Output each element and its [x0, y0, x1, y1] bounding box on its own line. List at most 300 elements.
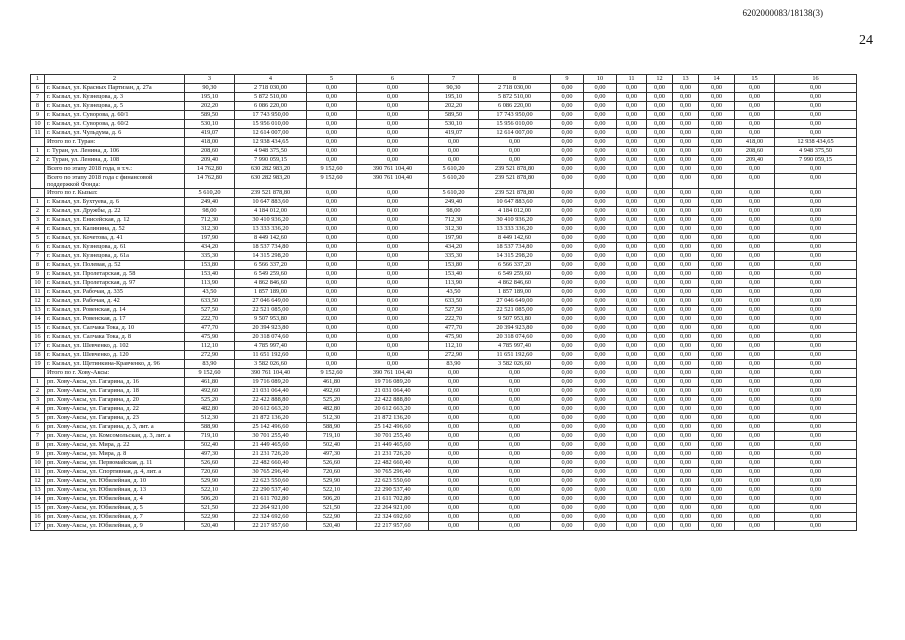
value-cell: 0,00	[735, 396, 775, 405]
value-cell: 0,00	[673, 198, 699, 207]
value-cell: 0,00	[551, 477, 584, 486]
value-cell: 720,60	[307, 468, 357, 477]
column-number: 11	[617, 75, 647, 84]
row-number: 14	[31, 495, 45, 504]
value-cell: 633,50	[429, 297, 479, 306]
value-cell: 0,00	[617, 111, 647, 120]
value-cell: 0,00	[775, 360, 857, 369]
value-cell: 630 282 983,20	[235, 165, 307, 174]
value-cell: 22 264 921,00	[235, 504, 307, 513]
value-cell: 21 449 465,60	[357, 441, 429, 450]
value-cell: 13 333 336,20	[479, 225, 551, 234]
value-cell: 0,00	[584, 198, 617, 207]
value-cell: 0,00	[584, 216, 617, 225]
address-cell: г. Кызыл, ул. Полевая, д. 52	[45, 261, 185, 270]
address-cell: рп. Хову-Аксы, ул. Спортивная, д. 4, лит. а	[45, 468, 185, 477]
value-cell: 0,00	[617, 378, 647, 387]
table-row	[31, 138, 857, 147]
value-cell: 0,00	[775, 102, 857, 111]
value-cell: 0,00	[735, 198, 775, 207]
row-number: 9	[31, 450, 45, 459]
value-cell: 0,00	[551, 522, 584, 531]
value-cell: 0,00	[429, 414, 479, 423]
row-number: 2	[31, 387, 45, 396]
value-cell: 4 785 997,40	[479, 342, 551, 351]
row-number: 8	[31, 102, 45, 111]
row-number: 17	[31, 522, 45, 531]
value-cell: 0,00	[584, 174, 617, 189]
value-cell: 0,00	[307, 306, 357, 315]
value-cell: 0,00	[673, 111, 699, 120]
value-cell: 0,00	[647, 120, 673, 129]
row-number: 12	[31, 477, 45, 486]
value-cell: 0,00	[551, 225, 584, 234]
value-cell: 0,00	[735, 369, 775, 378]
table-row	[31, 111, 857, 120]
value-cell: 0,00	[551, 297, 584, 306]
value-cell: 502,40	[185, 441, 235, 450]
value-cell: 0,00	[735, 342, 775, 351]
address-cell: г. Туран, ул. Ленина, д. 106	[45, 147, 185, 156]
value-cell: 0,00	[617, 207, 647, 216]
value-cell: 0,00	[647, 405, 673, 414]
value-cell: 720,60	[185, 468, 235, 477]
value-cell: 0,00	[617, 102, 647, 111]
document-id: 6202000083/18138(3)	[742, 8, 823, 18]
value-cell: 0,00	[307, 360, 357, 369]
value-cell: 0,00	[357, 324, 429, 333]
value-cell: 0,00	[775, 387, 857, 396]
value-cell: 0,00	[735, 495, 775, 504]
value-cell: 0,00	[735, 432, 775, 441]
table-row	[31, 225, 857, 234]
table-row	[31, 84, 857, 93]
address-cell: рп. Хову-Аксы, ул. Юбилейная, д. 13	[45, 486, 185, 495]
value-cell: 0,00	[699, 342, 735, 351]
value-cell: 506,20	[307, 495, 357, 504]
value-cell: 0,00	[735, 102, 775, 111]
table-header-row	[31, 75, 857, 84]
value-cell: 0,00	[307, 156, 357, 165]
value-cell: 113,90	[185, 279, 235, 288]
value-cell: 506,20	[185, 495, 235, 504]
table-row	[31, 129, 857, 138]
value-cell: 4 862 846,60	[235, 279, 307, 288]
value-cell: 2 718 030,00	[235, 84, 307, 93]
value-cell: 0,00	[673, 120, 699, 129]
value-cell: 0,00	[735, 387, 775, 396]
value-cell: 0,00	[307, 84, 357, 93]
value-cell: 0,00	[357, 279, 429, 288]
value-cell: 0,00	[307, 324, 357, 333]
value-cell: 0,00	[429, 423, 479, 432]
value-cell: 90,30	[429, 84, 479, 93]
value-cell: 249,40	[429, 198, 479, 207]
value-cell: 0,00	[673, 315, 699, 324]
value-cell: 390 761 104,40	[357, 369, 429, 378]
value-cell: 0,00	[357, 120, 429, 129]
value-cell: 22 324 692,60	[235, 513, 307, 522]
value-cell: 0,00	[647, 147, 673, 156]
value-cell: 0,00	[699, 459, 735, 468]
value-cell: 0,00	[673, 234, 699, 243]
value-cell: 0,00	[699, 495, 735, 504]
value-cell: 30 701 255,40	[357, 432, 429, 441]
value-cell: 0,00	[429, 450, 479, 459]
row-number: 13	[31, 306, 45, 315]
column-number: 16	[775, 75, 857, 84]
value-cell: 22 482 660,40	[235, 459, 307, 468]
value-cell: 0,00	[584, 369, 617, 378]
address-cell: г. Кызыл, ул. Суворова, д. 60/1	[45, 111, 185, 120]
value-cell: 0,00	[307, 138, 357, 147]
value-cell: 19 716 089,20	[357, 378, 429, 387]
value-cell: 0,00	[673, 306, 699, 315]
value-cell: 0,00	[617, 252, 647, 261]
value-cell: 195,10	[429, 93, 479, 102]
value-cell: 17 743 950,00	[479, 111, 551, 120]
value-cell: 0,00	[617, 243, 647, 252]
value-cell: 0,00	[647, 165, 673, 174]
value-cell: 222,70	[185, 315, 235, 324]
column-number: 3	[185, 75, 235, 84]
column-number: 15	[735, 75, 775, 84]
value-cell: 0,00	[479, 441, 551, 450]
value-cell: 0,00	[551, 111, 584, 120]
value-cell: 0,00	[699, 174, 735, 189]
value-cell: 0,00	[307, 270, 357, 279]
table-row	[31, 342, 857, 351]
value-cell: 0,00	[647, 84, 673, 93]
value-cell: 0,00	[584, 450, 617, 459]
value-cell: 9 507 953,80	[479, 315, 551, 324]
value-cell: 312,30	[429, 225, 479, 234]
value-cell: 0,00	[357, 270, 429, 279]
value-cell: 0,00	[551, 174, 584, 189]
value-cell: 22 217 957,60	[357, 522, 429, 531]
value-cell: 272,90	[185, 351, 235, 360]
value-cell: 21 231 726,20	[357, 450, 429, 459]
value-cell: 0,00	[735, 252, 775, 261]
value-cell: 0,00	[673, 495, 699, 504]
value-cell: 0,00	[647, 342, 673, 351]
value-cell: 112,10	[429, 342, 479, 351]
value-cell: 0,00	[775, 165, 857, 174]
row-number: 9	[31, 270, 45, 279]
address-cell: рп. Хову-Аксы, ул. Юбилейная, д. 7	[45, 513, 185, 522]
value-cell: 0,00	[617, 261, 647, 270]
value-cell: 0,00	[357, 333, 429, 342]
value-cell: 0,00	[699, 486, 735, 495]
value-cell: 492,60	[307, 387, 357, 396]
value-cell: 0,00	[673, 369, 699, 378]
value-cell: 0,00	[735, 450, 775, 459]
value-cell: 0,00	[429, 468, 479, 477]
value-cell: 0,00	[673, 288, 699, 297]
value-cell: 0,00	[584, 234, 617, 243]
value-cell: 0,00	[647, 432, 673, 441]
value-cell: 0,00	[551, 270, 584, 279]
table-row	[31, 495, 857, 504]
value-cell: 0,00	[551, 102, 584, 111]
value-cell: 10 647 883,60	[479, 198, 551, 207]
value-cell: 0,00	[775, 234, 857, 243]
value-cell: 25 142 496,60	[235, 423, 307, 432]
value-cell: 0,00	[699, 522, 735, 531]
value-cell: 0,00	[551, 333, 584, 342]
value-cell: 0,00	[617, 234, 647, 243]
value-cell: 0,00	[735, 93, 775, 102]
value-cell: 0,00	[584, 486, 617, 495]
value-cell: 0,00	[429, 369, 479, 378]
value-cell: 22 422 888,80	[235, 396, 307, 405]
address-cell: г. Кызыл, ул. Енисейская, д. 12	[45, 216, 185, 225]
value-cell: 0,00	[551, 288, 584, 297]
value-cell: 4 184 012,00	[235, 207, 307, 216]
value-cell: 0,00	[647, 324, 673, 333]
value-cell: 0,00	[775, 468, 857, 477]
value-cell: 0,00	[699, 198, 735, 207]
value-cell: 0,00	[584, 111, 617, 120]
value-cell: 0,00	[551, 234, 584, 243]
value-cell: 0,00	[551, 405, 584, 414]
value-cell: 0,00	[584, 93, 617, 102]
row-number	[31, 138, 45, 147]
value-cell: 202,20	[429, 102, 479, 111]
value-cell: 0,00	[551, 369, 584, 378]
value-cell: 0,00	[699, 156, 735, 165]
value-cell: 0,00	[735, 111, 775, 120]
value-cell: 0,00	[735, 189, 775, 198]
value-cell: 0,00	[551, 486, 584, 495]
value-cell: 0,00	[584, 288, 617, 297]
column-number: 1	[31, 75, 45, 84]
value-cell: 153,80	[185, 261, 235, 270]
value-cell: 0,00	[673, 252, 699, 261]
value-cell: 0,00	[357, 147, 429, 156]
row-number	[31, 369, 45, 378]
value-cell: 0,00	[584, 459, 617, 468]
value-cell: 25 142 496,60	[357, 423, 429, 432]
value-cell: 0,00	[584, 360, 617, 369]
row-number: 5	[31, 414, 45, 423]
row-number: 14	[31, 315, 45, 324]
value-cell: 153,40	[429, 270, 479, 279]
value-cell: 0,00	[584, 405, 617, 414]
value-cell: 0,00	[617, 297, 647, 306]
value-cell: 0,00	[617, 369, 647, 378]
value-cell: 0,00	[584, 414, 617, 423]
value-cell: 0,00	[357, 111, 429, 120]
value-cell: 530,10	[429, 120, 479, 129]
table-row	[31, 360, 857, 369]
value-cell: 390 761 104,40	[235, 369, 307, 378]
value-cell: 83,90	[185, 360, 235, 369]
value-cell: 0,00	[735, 225, 775, 234]
value-cell: 0,00	[479, 396, 551, 405]
value-cell: 0,00	[551, 84, 584, 93]
value-cell: 0,00	[735, 165, 775, 174]
value-cell: 0,00	[429, 495, 479, 504]
value-cell: 90,30	[185, 84, 235, 93]
row-number	[31, 165, 45, 174]
value-cell: 0,00	[551, 387, 584, 396]
value-cell: 0,00	[584, 306, 617, 315]
value-cell: 22 264 921,00	[357, 504, 429, 513]
value-cell: 0,00	[647, 459, 673, 468]
value-cell: 0,00	[735, 468, 775, 477]
value-cell: 0,00	[307, 111, 357, 120]
row-number: 1	[31, 147, 45, 156]
value-cell: 0,00	[617, 147, 647, 156]
value-cell: 0,00	[699, 387, 735, 396]
value-cell: 477,70	[429, 324, 479, 333]
value-cell: 0,00	[551, 147, 584, 156]
value-cell: 0,00	[551, 450, 584, 459]
address-cell: г. Кызыл, ул. Рабочая, д. 335	[45, 288, 185, 297]
value-cell: 0,00	[699, 468, 735, 477]
value-cell: 0,00	[617, 120, 647, 129]
value-cell: 239 521 878,80	[479, 189, 551, 198]
value-cell: 0,00	[775, 405, 857, 414]
value-cell: 0,00	[551, 414, 584, 423]
value-cell: 0,00	[699, 396, 735, 405]
row-number: 7	[31, 432, 45, 441]
value-cell: 153,80	[429, 261, 479, 270]
value-cell: 6 566 337,20	[235, 261, 307, 270]
value-cell: 0,00	[357, 315, 429, 324]
value-cell: 390 761 104,40	[357, 165, 429, 174]
value-cell: 0,00	[551, 459, 584, 468]
value-cell: 0,00	[699, 270, 735, 279]
value-cell: 0,00	[775, 225, 857, 234]
value-cell: 0,00	[647, 441, 673, 450]
column-number: 14	[699, 75, 735, 84]
value-cell: 4 862 846,60	[479, 279, 551, 288]
value-cell: 588,90	[185, 423, 235, 432]
value-cell: 0,00	[647, 189, 673, 198]
table-row	[31, 279, 857, 288]
value-cell: 0,00	[735, 351, 775, 360]
table-row	[31, 207, 857, 216]
row-number: 12	[31, 297, 45, 306]
value-cell: 0,00	[307, 225, 357, 234]
value-cell: 30 765 296,40	[235, 468, 307, 477]
value-cell: 0,00	[357, 342, 429, 351]
value-cell: 0,00	[775, 495, 857, 504]
value-cell: 209,40	[185, 156, 235, 165]
value-cell: 521,50	[185, 504, 235, 513]
value-cell: 0,00	[735, 216, 775, 225]
value-cell: 0,00	[551, 504, 584, 513]
table-row	[31, 351, 857, 360]
value-cell: 0,00	[673, 297, 699, 306]
value-cell: 0,00	[699, 324, 735, 333]
value-cell: 0,00	[673, 225, 699, 234]
value-cell: 0,00	[429, 486, 479, 495]
value-cell: 83,90	[429, 360, 479, 369]
value-cell: 0,00	[357, 198, 429, 207]
value-cell: 0,00	[479, 405, 551, 414]
table-row	[31, 378, 857, 387]
row-number: 16	[31, 333, 45, 342]
value-cell: 0,00	[735, 405, 775, 414]
value-cell: 0,00	[699, 414, 735, 423]
value-cell: 0,00	[479, 138, 551, 147]
value-cell: 17 743 950,00	[235, 111, 307, 120]
value-cell: 0,00	[479, 504, 551, 513]
value-cell: 0,00	[357, 288, 429, 297]
value-cell: 0,00	[673, 477, 699, 486]
value-cell: 0,00	[673, 414, 699, 423]
address-cell: г. Кызыл, ул. Пролетарская, д. 97	[45, 279, 185, 288]
value-cell: 0,00	[775, 333, 857, 342]
value-cell: 249,40	[185, 198, 235, 207]
value-cell: 527,50	[185, 306, 235, 315]
value-cell: 0,00	[584, 387, 617, 396]
value-cell: 0,00	[617, 477, 647, 486]
address-cell: рп. Хову-Аксы, ул. Юбилейная, д. 4	[45, 495, 185, 504]
value-cell: 0,00	[699, 102, 735, 111]
value-cell: 0,00	[479, 147, 551, 156]
value-cell: 0,00	[699, 225, 735, 234]
table-row	[31, 147, 857, 156]
value-cell: 0,00	[647, 477, 673, 486]
value-cell: 522,10	[185, 486, 235, 495]
value-cell: 0,00	[699, 234, 735, 243]
value-cell: 0,00	[673, 138, 699, 147]
value-cell: 0,00	[357, 243, 429, 252]
value-cell: 98,00	[429, 207, 479, 216]
value-cell: 0,00	[584, 252, 617, 261]
value-cell: 0,00	[647, 396, 673, 405]
value-cell: 21 872 136,20	[357, 414, 429, 423]
value-cell: 0,00	[775, 450, 857, 459]
value-cell: 0,00	[584, 156, 617, 165]
value-cell: 0,00	[479, 459, 551, 468]
value-cell: 522,90	[185, 513, 235, 522]
value-cell: 588,90	[307, 423, 357, 432]
table-row	[31, 315, 857, 324]
value-cell: 5 610,20	[185, 189, 235, 198]
value-cell: 12 938 434,65	[775, 138, 857, 147]
value-cell: 0,00	[551, 189, 584, 198]
table-row	[31, 486, 857, 495]
table-row	[31, 174, 857, 189]
value-cell: 21 872 136,20	[235, 414, 307, 423]
value-cell: 3 582 026,60	[479, 360, 551, 369]
value-cell: 0,00	[775, 174, 857, 189]
value-cell: 0,00	[617, 423, 647, 432]
address-cell: г. Кызыл, ул. Щетинкина-Кравченко, д. 96	[45, 360, 185, 369]
value-cell: 0,00	[551, 207, 584, 216]
value-cell: 0,00	[617, 351, 647, 360]
value-cell: 22 521 085,00	[479, 306, 551, 315]
value-cell: 0,00	[551, 129, 584, 138]
value-cell: 6 086 220,00	[235, 102, 307, 111]
value-cell: 4 785 997,40	[235, 342, 307, 351]
address-cell: рп. Хову-Аксы, ул. Мира, д. 8	[45, 450, 185, 459]
value-cell: 0,00	[775, 243, 857, 252]
value-cell: 719,10	[185, 432, 235, 441]
value-cell: 0,00	[735, 243, 775, 252]
value-cell: 0,00	[699, 84, 735, 93]
value-cell: 418,00	[735, 138, 775, 147]
address-cell: рп. Хову-Аксы, ул. Гагарина, д. 3, лит. а	[45, 423, 185, 432]
value-cell: 0,00	[307, 261, 357, 270]
value-cell: 0,00	[307, 189, 357, 198]
value-cell: 0,00	[735, 279, 775, 288]
